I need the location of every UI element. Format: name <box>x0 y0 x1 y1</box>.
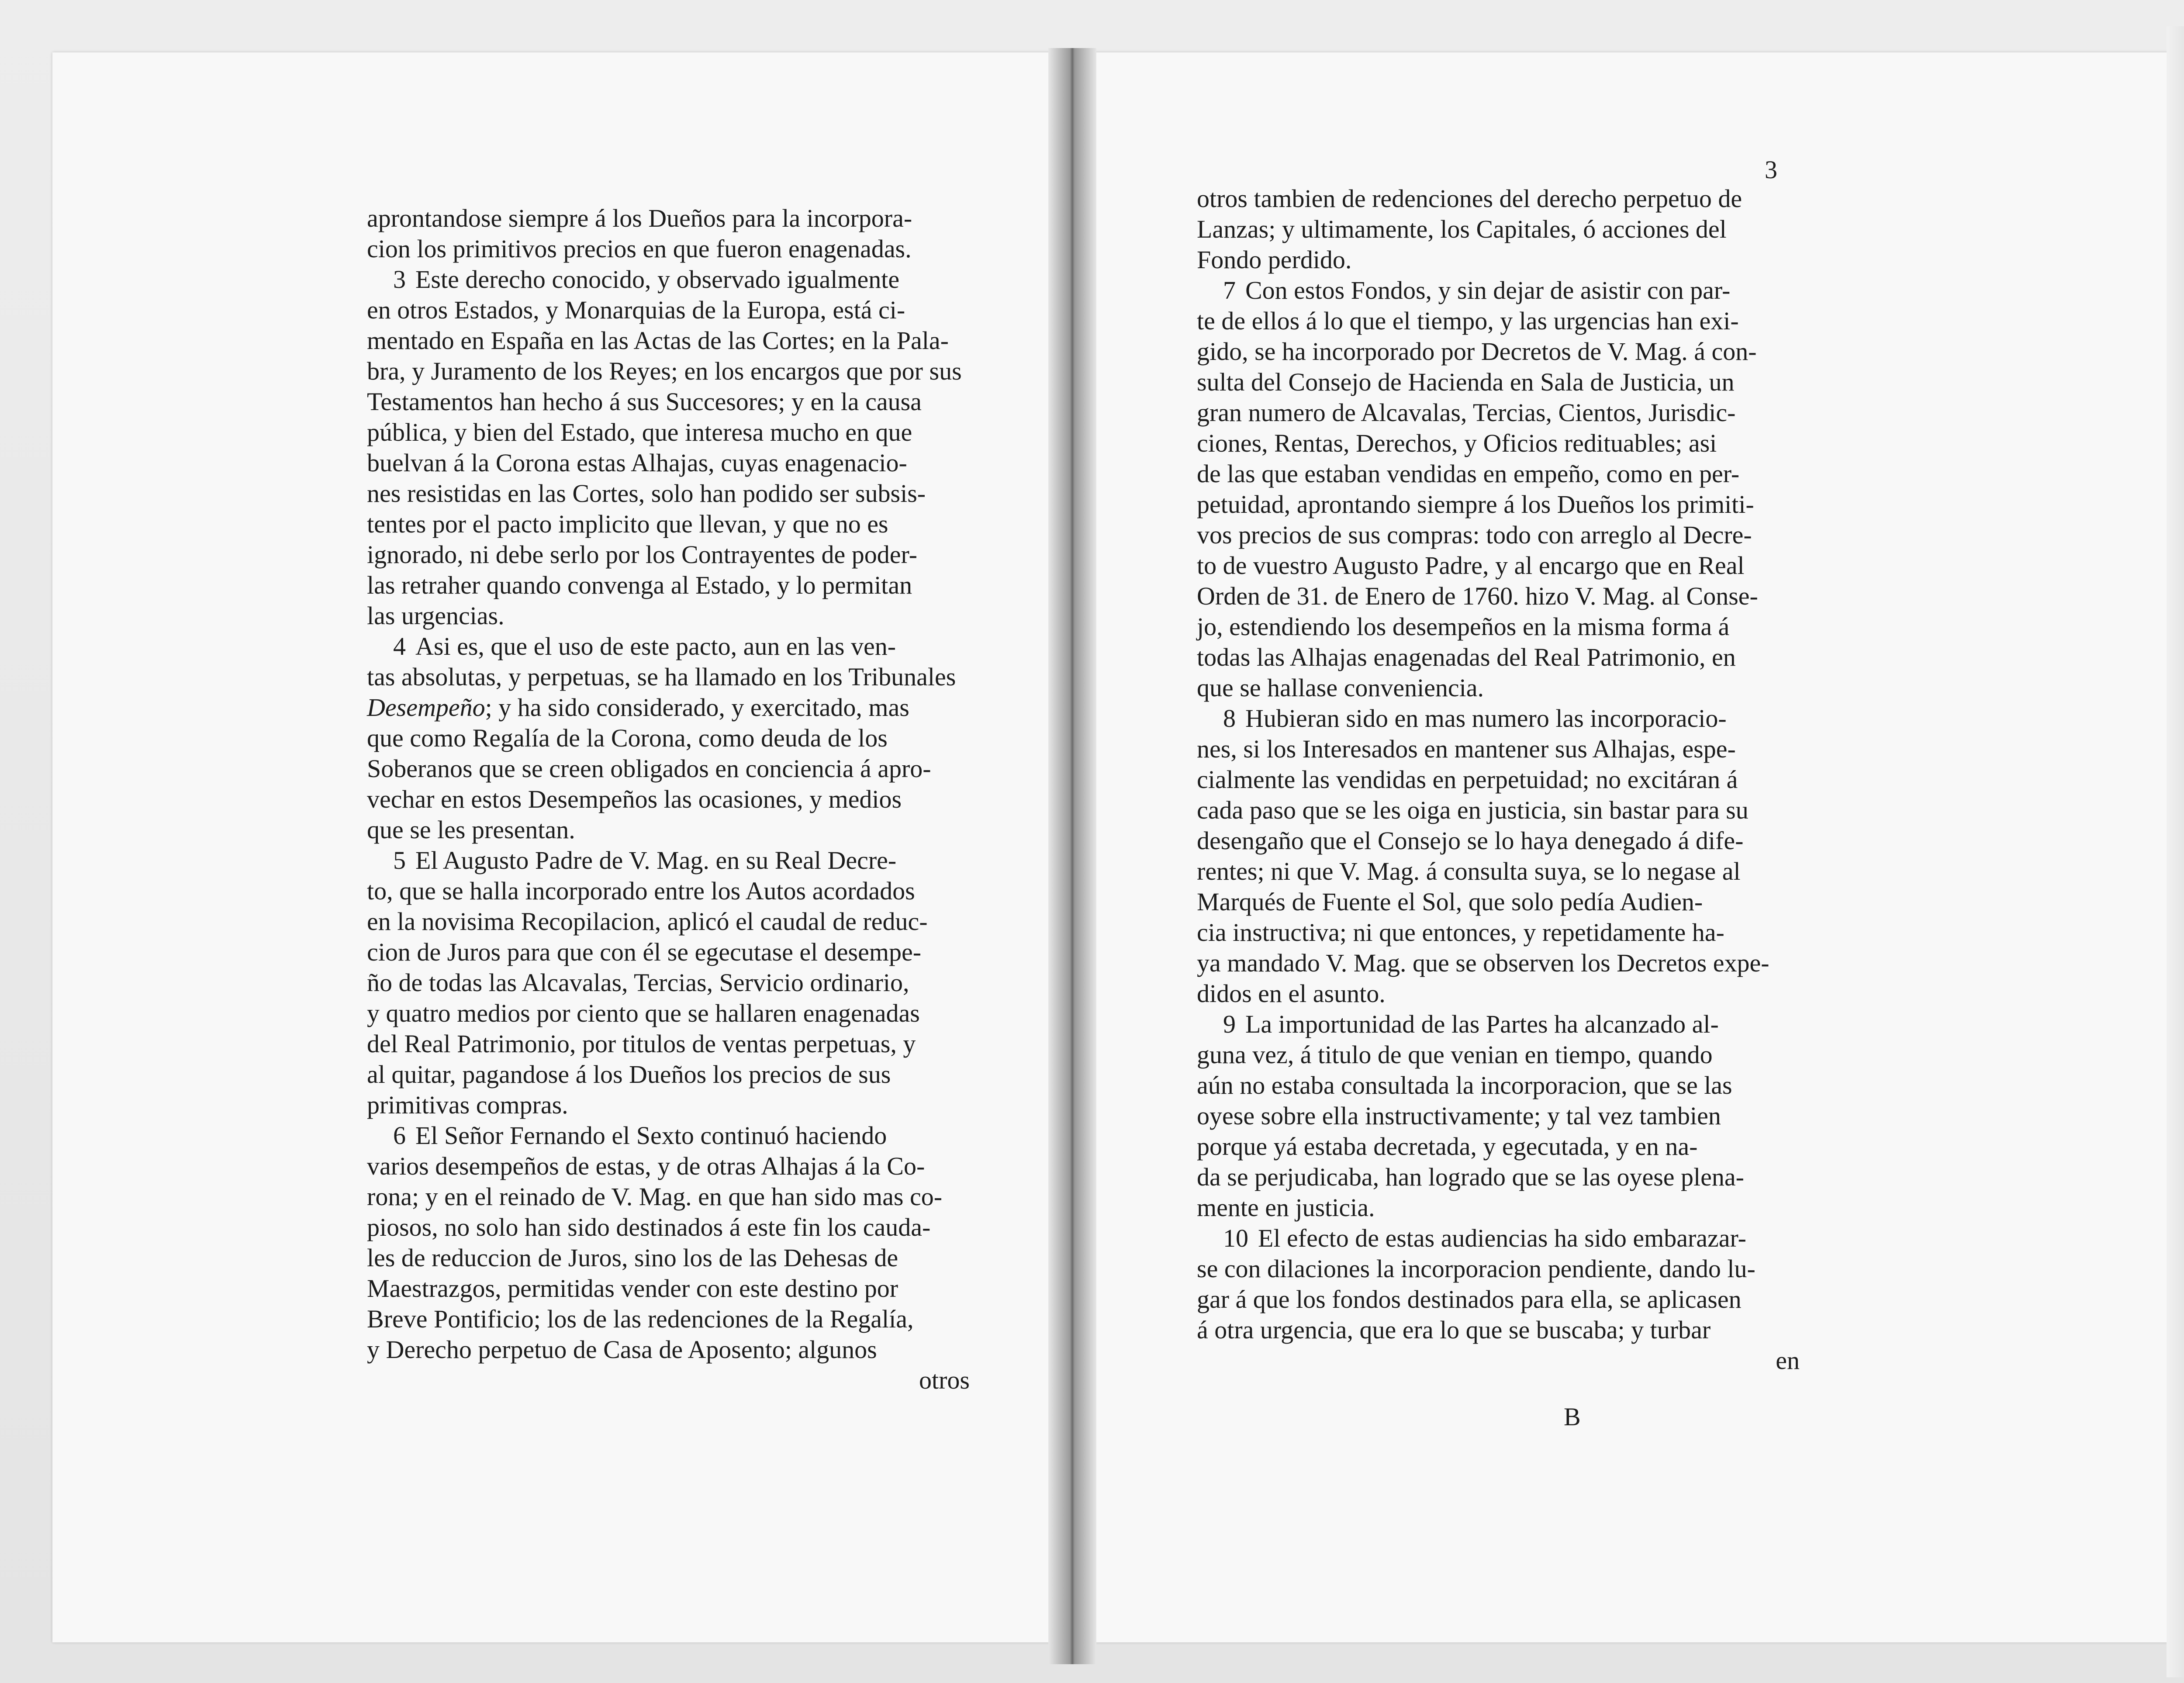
text-line: ignorado, ni debe serlo por los Contrayentes de poder- <box>367 540 917 569</box>
text-line: nes, si los Interesados en mantener sus Alhajas, espe- <box>1197 735 1736 763</box>
text-line: to de vuestro Augusto Padre, y al encargo que en Real <box>1197 551 1745 580</box>
text-line: El Augusto Padre de V. Mag. en su Real Decre- <box>415 846 897 874</box>
paragraph-number: 7 <box>1223 276 1236 304</box>
left-text-column <box>367 203 970 1396</box>
text-line: porque yá estaba decretada, y egecutada, y en na- <box>1197 1132 1698 1161</box>
text-line: rona; y en el reinado de V. Mag. en que han sido mas co- <box>367 1182 943 1211</box>
text-line: Este derecho conocido, y observado igualmente <box>415 265 900 294</box>
paragraph-number: 5 <box>393 846 406 874</box>
text-line: cia instructiva; ni que entonces, y repetidamente ha- <box>1197 918 1724 947</box>
text-line: en la novisima Recopilacion, aplicó el caudal de reduc- <box>367 907 928 936</box>
text-line: petuidad, aprontando siempre á los Dueños los primiti- <box>1197 490 1754 518</box>
paragraph-first-line <box>1197 1009 1800 1040</box>
text-line: oyese sobre ella instructivamente; y tal vez tambien <box>1197 1102 1721 1130</box>
text-line: Con estos Fondos, y sin dejar de asistir con par- <box>1245 276 1731 304</box>
text-line: y quatro medios por ciento que se hallaren enagenadas <box>367 999 920 1027</box>
paragraph-first-line <box>367 1120 970 1151</box>
catchword: otros <box>919 1366 970 1394</box>
text-line: Desempeño; y ha sido considerado, y exercitado, mas <box>367 693 909 722</box>
text-line: da se perjudicaba, han logrado que se las oyese plena- <box>1197 1163 1744 1191</box>
text-line: gar á que los fondos destinados para ella, se aplicasen <box>1197 1285 1742 1313</box>
text-line: didos en el asunto. <box>1197 979 1386 1008</box>
text-line: al quitar, pagandose á los Dueños los precios de sus <box>367 1060 891 1089</box>
text-line: Lanzas; y ultimamente, los Capitales, ó acciones del <box>1197 215 1727 243</box>
text-line: La importunidad de las Partes ha alcanzado al- <box>1245 1010 1719 1038</box>
text-line: Testamentos han hecho á sus Succesores; y en la causa <box>367 387 922 416</box>
text-line: que se les presentan. <box>367 816 575 844</box>
text-line: tas absolutas, y perpetuas, se ha llamado en los Tribunales <box>367 663 956 691</box>
text-line: todas las Alhajas enagenadas del Real Patrimonio, en <box>1197 643 1736 671</box>
italic-term: Desempeño <box>367 693 485 722</box>
text-line: gran numero de Alcavalas, Tercias, Cientos, Jurisdic- <box>1197 398 1736 427</box>
text-line: mente en justicia. <box>1197 1193 1375 1222</box>
text-line: de las que estaban vendidas en empeño, como en per- <box>1197 460 1740 488</box>
text-line: buelvan á la Corona estas Alhajas, cuyas enagenacio- <box>367 449 907 477</box>
text-line: varios desempeños de estas, y de otras Alhajas á la Co- <box>367 1152 925 1180</box>
text-line: cion de Juros para que con él se egecutase el desempe- <box>367 938 922 966</box>
paragraph-first-line <box>367 264 970 295</box>
text-line: sulta del Consejo de Hacienda en Sala de Justicia, un <box>1197 368 1735 396</box>
text-line: cialmente las vendidas en perpetuidad; no excitáran á <box>1197 765 1738 794</box>
text-line: to, que se halla incorporado entre los Autos acordados <box>367 877 915 905</box>
paragraph-number: 4 <box>393 632 406 660</box>
text-line: tentes por el pacto implicito que llevan, y que no es <box>367 510 888 538</box>
paragraph-first-line <box>1197 703 1800 734</box>
book-gutter <box>1048 48 1096 1664</box>
text-line: aprontandose siempre á los Dueños para la incorpora- <box>367 204 912 232</box>
text-line: ño de todas las Alcavalas, Tercias, Servicio ordinario, <box>367 968 909 997</box>
text-line: ya mandado V. Mag. que se observen los Decretos expe- <box>1197 949 1769 977</box>
text-line: Fondo perdido. <box>1197 245 1352 274</box>
text-line: les de reduccion de Juros, sino los de las Dehesas de <box>367 1244 898 1272</box>
text-line: en otros Estados, y Monarquias de la Europa, está ci- <box>367 296 905 324</box>
paragraph-number: 8 <box>1223 704 1236 733</box>
text-line: nes resistidas en las Cortes, solo han podido ser subsis- <box>367 479 926 508</box>
text-line: te de ellos á lo que el tiempo, y las urgencias han exi- <box>1197 307 1739 335</box>
paragraph-number: 9 <box>1223 1010 1236 1038</box>
text-line: Maestrazgos, permitidas vender con este destino por <box>367 1274 898 1303</box>
signature-mark: B <box>1564 1403 1581 1431</box>
text-line: Soberanos que se creen obligados en conciencia á apro- <box>367 754 931 783</box>
text-line: guna vez, á titulo de que venian en tiempo, quando <box>1197 1040 1713 1069</box>
text-line: otros tambien de redenciones del derecho perpetuo de <box>1197 184 1742 213</box>
text-line: Breve Pontificio; los de las redenciones de la Regalía, <box>367 1305 914 1333</box>
text-line: El efecto de estas audiencias ha sido embarazar- <box>1258 1224 1747 1252</box>
right-text-column <box>1197 183 1800 1376</box>
paragraph-number: 6 <box>393 1121 406 1150</box>
text-line: aún no estaba consultada la incorporacion, que se las <box>1197 1071 1732 1099</box>
text-line: mentado en España en las Actas de las Cortes; en la Pala- <box>367 326 949 355</box>
text-line: Marqués de Fuente el Sol, que solo pedía Audien- <box>1197 888 1703 916</box>
text-line: jo, estendiendo los desempeños en la misma forma á <box>1197 612 1730 641</box>
paragraph-first-line <box>367 631 970 662</box>
text-line: Hubieran sido en mas numero las incorporacio- <box>1245 704 1727 733</box>
text-line: bra, y Juramento de los Reyes; en los encargos que por sus <box>367 357 962 385</box>
page-number: 3 <box>1765 156 1777 184</box>
text-line: vechar en estos Desempeños las ocasiones, y medios <box>367 785 902 813</box>
text-line: vos precios de sus compras: todo con arreglo al Decre- <box>1197 521 1752 549</box>
paragraph-first-line <box>1197 275 1800 306</box>
page-edges <box>2167 26 2184 1677</box>
text-line: que se hallase conveniencia. <box>1197 674 1484 702</box>
text-line: cion los primitivos precios en que fueron enagenadas. <box>367 235 912 263</box>
text-line: primitivas compras. <box>367 1091 568 1119</box>
paragraph-number: 3 <box>393 265 406 294</box>
text-line: pública, y bien del Estado, que interesa mucho en que <box>367 418 912 446</box>
text-line: rentes; ni que V. Mag. á consulta suya, se lo negase al <box>1197 857 1741 885</box>
paragraph-number: 10 <box>1223 1224 1248 1252</box>
catchword: en <box>1776 1346 1800 1375</box>
text-line: las urgencias. <box>367 601 505 630</box>
text-line: El Señor Fernando el Sexto continuó haciendo <box>415 1121 887 1150</box>
text-line: Asi es, que el uso de este pacto, aun en las ven- <box>415 632 896 660</box>
text-line: á otra urgencia, que era lo que se buscaba; y turbar <box>1197 1316 1711 1344</box>
text-line: y Derecho perpetuo de Casa de Aposento; algunos <box>367 1335 877 1364</box>
text-line: del Real Patrimonio, por titulos de ventas perpetuas, y <box>367 1030 916 1058</box>
text-line: desengaño que el Consejo se lo haya denegado á dife- <box>1197 826 1744 855</box>
text-line: cada paso que se les oiga en justicia, sin bastar para su <box>1197 796 1749 824</box>
text-line: gido, se ha incorporado por Decretos de V. Mag. á con- <box>1197 337 1757 366</box>
text-line: las retraher quando convenga al Estado, y lo permitan <box>367 571 912 599</box>
text-line: piosos, no solo han sido destinados á este fin los cauda- <box>367 1213 931 1241</box>
text-line: Orden de 31. de Enero de 1760. hizo V. Mag. al Conse- <box>1197 582 1758 610</box>
text-line: se con dilaciones la incorporacion pendiente, dando lu- <box>1197 1254 1755 1283</box>
text-line: que como Regalía de la Corona, como deuda de los <box>367 724 888 752</box>
paragraph-first-line <box>367 845 970 876</box>
paragraph-first-line <box>1197 1223 1800 1254</box>
text-line: ciones, Rentas, Derechos, y Oficios redituables; asi <box>1197 429 1717 457</box>
